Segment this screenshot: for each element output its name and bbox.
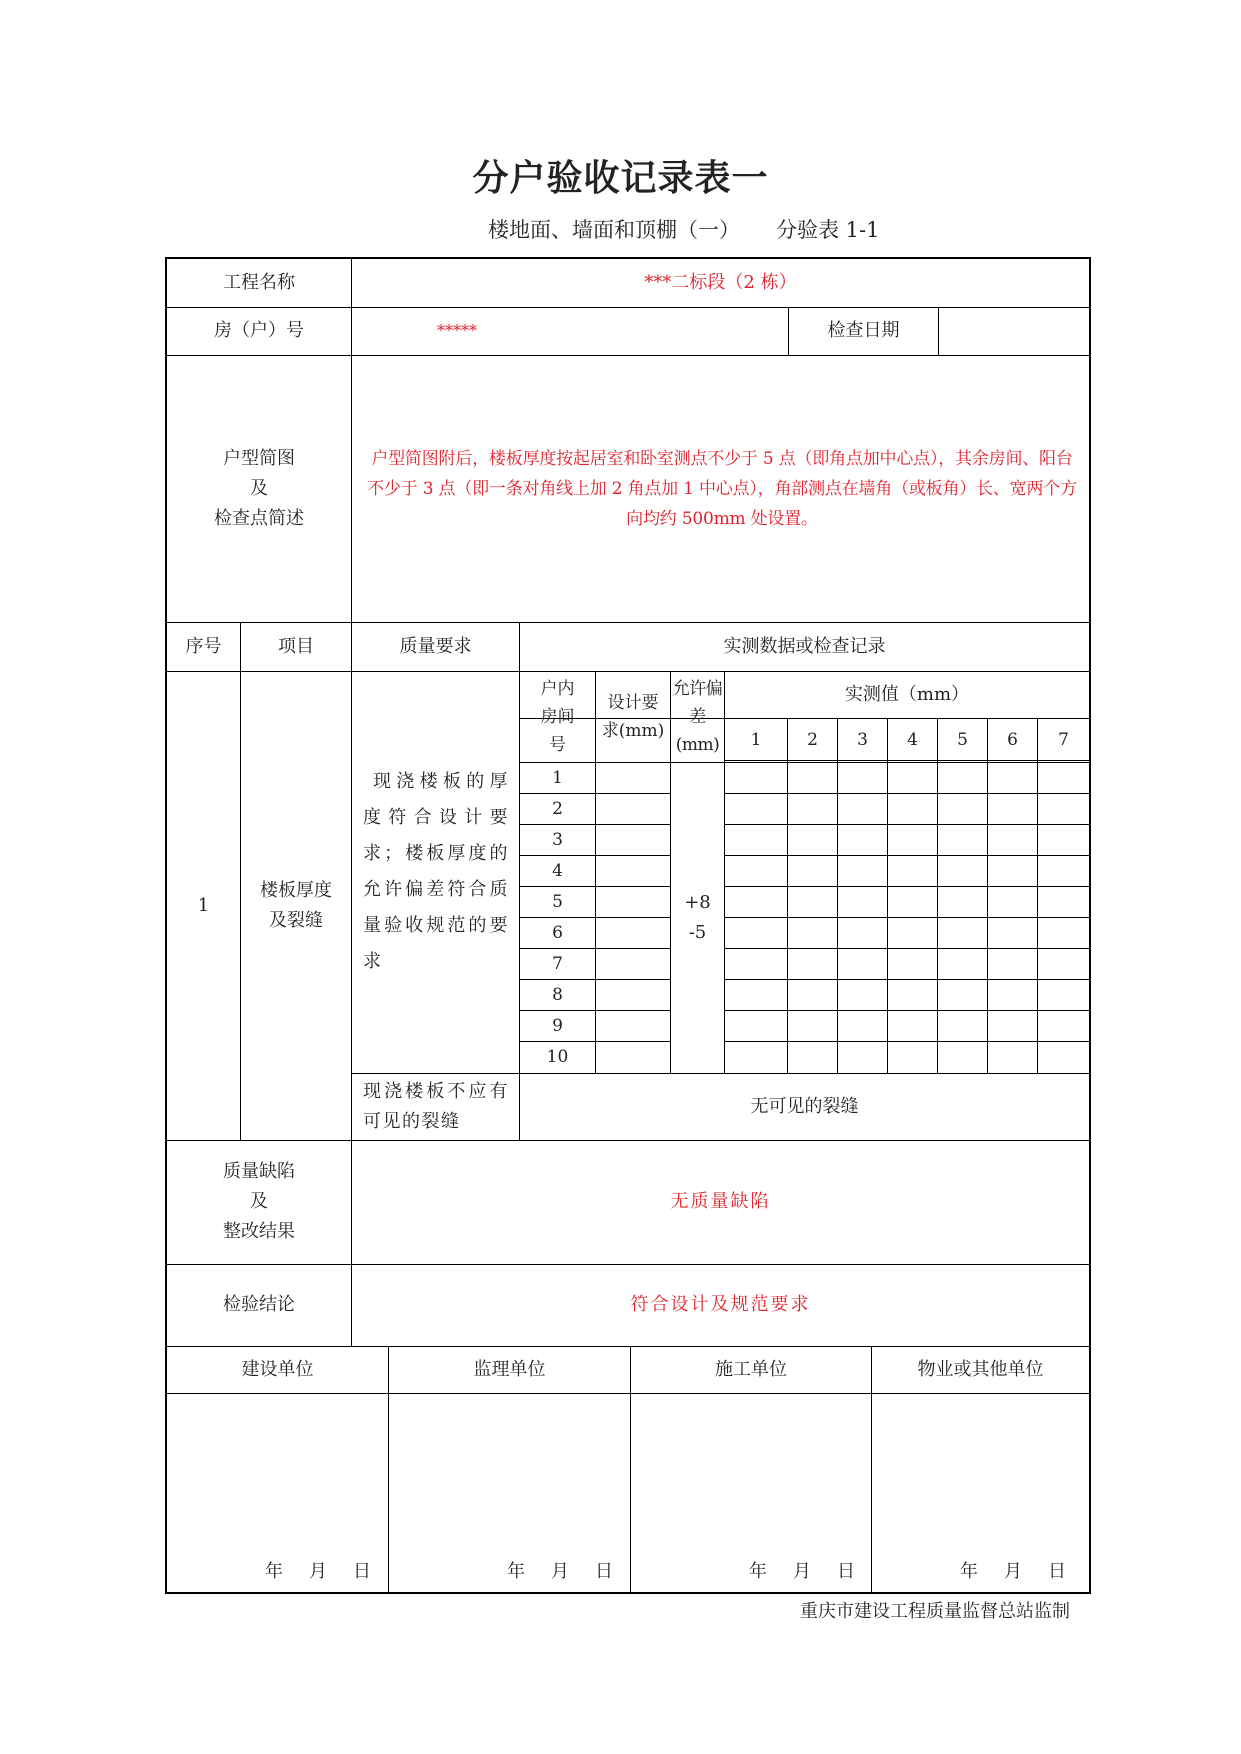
inspection-date-label: 检查日期 [827,320,900,341]
date-day: 日 [837,1561,855,1582]
room-no-header [520,671,595,762]
form-title: 分户验收记录表一 [472,158,769,199]
tolerance-header-line2: 差(mm) [675,706,720,755]
room-no-4: 4 [552,860,563,881]
floor-plan-note: 户型简图附后，楼板厚度按起居室和卧室测点不少于 5 点（即角点加中心点），其余房间、阳台不少于 3 点（即一条对角线上加 2 角点加 1 中心点），角部测点在墙角（或板角）长、宽两个方向均约 500mm 处设置。 [367,448,1077,529]
room-no-8: 8 [552,984,563,1005]
date-day: 日 [595,1561,613,1582]
form-subtitle [488,214,880,244]
room-no-header-line1: 户内 [540,678,575,699]
date-month: 月 [793,1561,811,1582]
property-unit-label: 物业或其他单位 [917,1358,1044,1380]
tolerance-values [671,762,724,1073]
conclusion-label: 检验结论 [223,1294,295,1315]
project-name-label: 工程名称 [223,272,295,293]
room-no-5: 5 [552,891,563,912]
item-name-line1: 楼板厚度 [260,879,332,901]
room-no-6: 6 [552,922,563,943]
supervision-unit-label: 监理单位 [473,1358,546,1380]
form-footer: 重庆市建设工程质量监督总站监制 [800,1601,1070,1622]
item-header: 项目 [278,635,314,657]
room-no-1: 1 [552,767,563,788]
crack-requirement: 现浇楼板不应有可见的裂缝 [363,1081,509,1132]
tolerance-lower: -5 [688,921,707,943]
measure-col-4: 4 [907,729,918,750]
measure-col-5: 5 [957,729,968,750]
defects-value: 无质量缺陷 [670,1191,771,1212]
item-name [241,671,351,1140]
room-no-9: 9 [552,1015,563,1036]
measure-col-7: 7 [1058,729,1069,750]
room-no-header-line2: 房间 [540,706,575,727]
form-code: 分验表 1-1 [776,218,880,242]
room-no-3: 3 [552,829,563,850]
floor-plan-label-line1: 户型简图 [223,447,295,469]
design-header-line1: 设计要 [607,692,659,713]
floor-plan-label [167,355,351,622]
room-no-header-line3: 号 [549,734,566,755]
subtitle-text: 楼地面、墙面和顶棚（一） [488,218,740,242]
construction-unit-label: 建设单位 [241,1358,314,1380]
supervision-sign-date [507,1557,613,1583]
room-number-label: 房（户）号 [214,320,304,341]
floor-plan-label-line2: 及 [250,477,268,499]
defects-label-line1: 质量缺陷 [223,1161,295,1182]
project-name-value: ***二标段（2 栋） [644,272,797,293]
date-year: 年 [749,1561,767,1582]
inspection-date-value [939,307,1089,355]
defects-label [167,1140,351,1264]
seq-header: 序号 [185,635,222,657]
date-year: 年 [507,1561,525,1582]
construction-sign-date [265,1557,371,1583]
thickness-requirement: 现浇楼板的厚度符合设计要求；楼板厚度的允许偏差符合质量验收规范的要求 [363,771,509,972]
item-seq: 1 [197,894,210,916]
measure-col-3: 3 [857,729,868,750]
date-month: 月 [309,1561,327,1582]
floor-plan-label-line3: 检查点简述 [214,507,304,529]
tolerance-header-line1: 允许偏 [672,678,723,699]
item-name-line2: 及裂缝 [269,909,323,931]
contractor-sign-date [749,1557,855,1583]
measure-col-1: 1 [750,729,762,750]
conclusion-value: 符合设计及规范要求 [630,1294,811,1315]
date-month: 月 [1004,1561,1022,1582]
defects-label-line2: 及 [250,1191,268,1212]
requirement-header: 质量要求 [399,635,472,657]
room-number-value: ***** [437,321,477,340]
design-header-line2: 求(mm) [601,720,665,741]
date-year: 年 [960,1561,978,1582]
room-no-7: 7 [552,953,563,974]
measure-col-6: 6 [1007,729,1018,750]
tolerance-header [671,671,724,762]
design-header [596,671,670,762]
date-year: 年 [265,1561,283,1582]
record-header: 实测数据或检查记录 [723,635,886,657]
room-no-2: 2 [552,798,563,819]
crack-result: 无可见的裂缝 [750,1096,859,1117]
date-day: 日 [1048,1561,1066,1582]
date-day: 日 [353,1561,371,1582]
measured-header: 实测值（mm） [844,683,970,705]
measure-col-2: 2 [807,729,818,750]
property-sign-date [960,1557,1066,1583]
inspection-table [165,257,1091,1594]
contractor-unit-label: 施工单位 [715,1358,787,1380]
tolerance-upper: +8 [684,891,711,913]
defects-label-line3: 整改结果 [223,1221,295,1242]
date-month: 月 [551,1561,569,1582]
room-no-10: 10 [546,1047,569,1067]
